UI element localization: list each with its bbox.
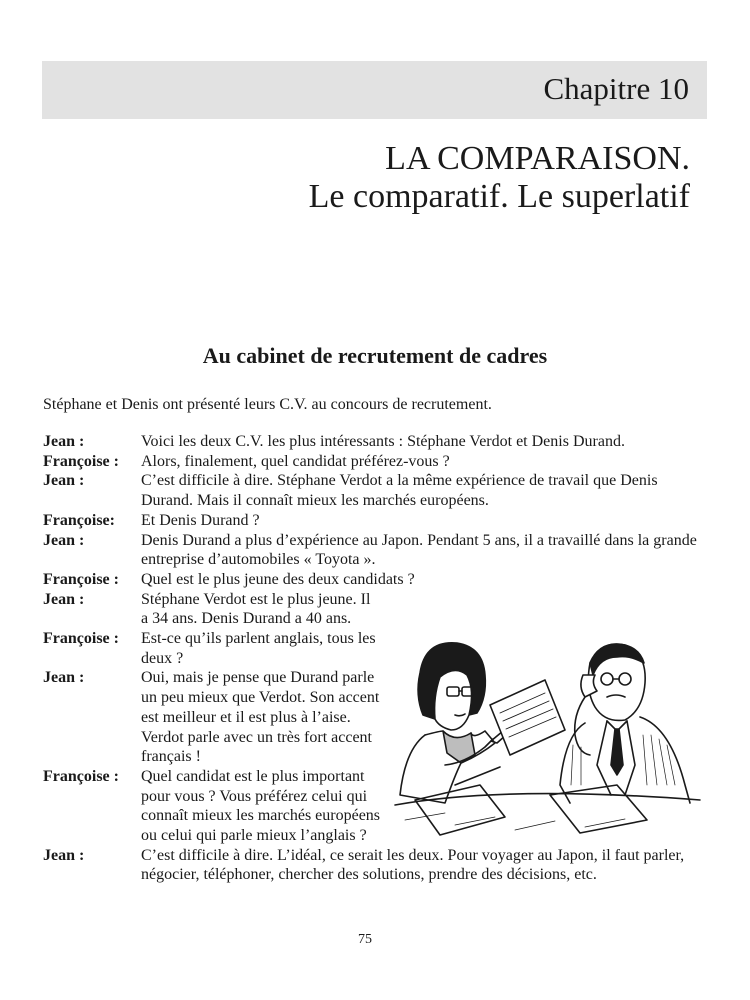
- speech-text: Est-ce qu’ils parlent anglais, tous les deux ?: [141, 630, 376, 667]
- speech-text: Denis Durand a plus d’expérience au Japon. Pendant 5 ans, il a travaillé dans la grande entreprise d’automobiles « Toyota ».: [141, 531, 697, 569]
- speaker-name: Jean :: [43, 433, 85, 450]
- speech-text: Et Denis Durand ?: [141, 511, 260, 529]
- speech-text: Quel est le plus jeune des deux candidats ?: [141, 570, 415, 588]
- speaker-name: Jean :: [43, 590, 85, 608]
- speech-text: Voici les deux C.V. les plus intéressants : Stéphane Verdot et Denis Durand.: [141, 433, 625, 450]
- dialogue-turn: [43, 570, 703, 590]
- speech-text: C’est difficile à dire. Stéphane Verdot a la même expérience de travail que Denis Durand. Mais il connaît mieux les marchés européens.: [141, 472, 658, 510]
- chapter-title: [309, 140, 690, 216]
- section-title: Au cabinet de recrutement de cadres: [202, 343, 548, 368]
- man-figure: [560, 644, 690, 803]
- table-shading: [405, 813, 625, 830]
- speech-text: Oui, mais je pense que Durand parle un peu mieux que Verdot. Son accent est meilleur et il est plus à l’aise. Verdot parle avec un très fort accent français !: [141, 669, 380, 766]
- chapter-title-line-2: Le comparatif. Le superlatif: [308, 178, 690, 215]
- speech-text: Quel candidat est le plus important pour vous ? Vous préférez celui qui connaît mieux les marchés européens ou celui qui parle mieux l’anglais ?: [141, 767, 381, 845]
- speech-text: C’est difficile à dire. L’idéal, ce serait les deux. Pour voyager au Japon, il faut parler, négocier, téléphoner, chercher des solutions, prendre des décisions, etc.: [141, 846, 685, 884]
- chapter-label: Chapitre 10: [543, 71, 689, 106]
- speech-text: Alors, finalement, quel candidat préférez-vous ?: [141, 452, 450, 470]
- table-edge: [395, 794, 700, 805]
- speaker-name: Jean :: [43, 846, 85, 864]
- dialogue-turn: [43, 531, 703, 570]
- speech-text: Stéphane Verdot est le plus jeune. Il a 34 ans. Denis Durand a 40 ans.: [141, 590, 371, 628]
- speaker-name: Françoise :: [43, 452, 119, 470]
- dialogue-turn: [43, 432, 703, 452]
- speaker-name: Françoise :: [43, 570, 119, 588]
- intro-paragraph: Stéphane et Denis ont présenté leurs C.V. au concours de recrutement.: [43, 396, 492, 413]
- speaker-name: Françoise:: [43, 511, 115, 529]
- speaker-name: Jean :: [43, 669, 85, 687]
- chapter-title-line-1: LA COMPARAISON.: [385, 140, 690, 177]
- speaker-name: Jean :: [43, 531, 85, 549]
- speaker-name: Françoise :: [43, 767, 119, 785]
- speaker-name: Françoise :: [43, 630, 119, 648]
- page-number: 75: [358, 932, 372, 947]
- speaker-name: Jean :: [43, 472, 85, 490]
- dialogue-turn: [43, 846, 703, 885]
- dialogue-turn: [43, 471, 703, 510]
- dialogue-turn: [43, 452, 703, 472]
- woman-figure: [400, 643, 506, 803]
- dialogue-turn: [43, 511, 703, 531]
- dialogue-turn: [43, 590, 703, 629]
- chapter-header-band: [42, 61, 707, 119]
- paper-sheet: [415, 785, 505, 835]
- interview-illustration: [385, 635, 705, 850]
